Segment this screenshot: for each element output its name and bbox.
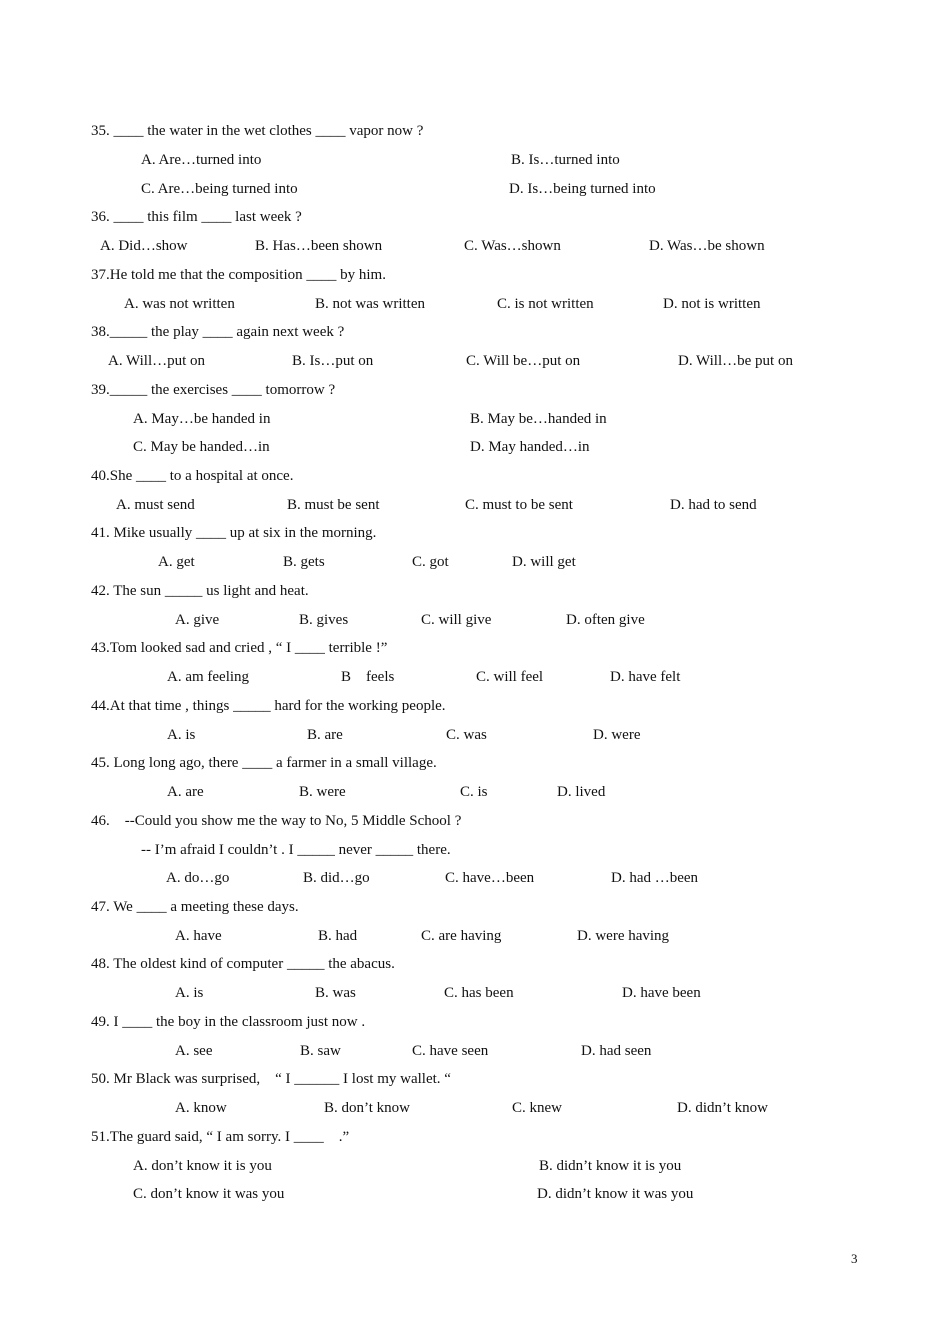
question-51-option-b: B. didn’t know it is you: [539, 1158, 682, 1174]
question-46-option-d: D. had …been: [611, 870, 699, 886]
question-42-option-d: D. often give: [566, 612, 645, 628]
question-37-option-a: A. was not written: [124, 296, 235, 312]
question-41-option-a: A. get: [158, 554, 195, 570]
question-40-option-b: B. must be sent: [287, 497, 380, 513]
question-42-option-b: B. gives: [299, 612, 349, 628]
question-35-option-d: D. Is…being turned into: [509, 181, 656, 197]
question-40-option-a: A. must send: [116, 497, 195, 513]
question-41-option-b: B. gets: [283, 554, 325, 570]
question-38-option-c: C. Will be…put on: [466, 353, 581, 369]
question-39-option-b: B. May be…handed in: [470, 411, 607, 427]
question-36-option-a: A. Did…show: [100, 238, 188, 254]
question-49-option-d: D. had seen: [581, 1043, 652, 1059]
question-36-option-b: B. Has…been shown: [255, 238, 383, 254]
question-47-option-d: D. were having: [577, 928, 670, 944]
question-50-stem: 50. Mr Black was surprised, “ I ______ I lost my wallet. “: [91, 1071, 451, 1087]
question-37-option-d: D. not is written: [663, 296, 761, 312]
question-50-option-a: A. know: [175, 1100, 227, 1116]
question-35-option-a: A. Are…turned into: [141, 152, 262, 168]
question-39-stem: 39._____ the exercises ____ tomorrow ?: [91, 382, 336, 398]
question-48-option-b: B. was: [315, 985, 356, 1001]
question-48-option-c: C. has been: [444, 985, 514, 1001]
question-45-option-c: C. is: [460, 784, 488, 800]
question-36-option-d: D. Was…be shown: [649, 238, 765, 254]
question-49-stem: 49. I ____ the boy in the classroom just now .: [91, 1014, 366, 1030]
question-44-option-b: B. are: [307, 727, 343, 743]
question-42-stem: 42. The sun _____ us light and heat.: [91, 583, 309, 599]
question-51-option-a: A. don’t know it is you: [133, 1158, 272, 1174]
question-37-option-c: C. is not written: [497, 296, 594, 312]
question-35-stem: 35. ____ the water in the wet clothes ____ vapor now ?: [91, 123, 424, 139]
question-47-option-b: B. had: [318, 928, 358, 944]
question-50-option-b: B. don’t know: [324, 1100, 410, 1116]
question-37-stem: 37.He told me that the composition ____ by him.: [91, 267, 386, 283]
question-40-option-c: C. must to be sent: [465, 497, 573, 513]
question-51-option-d: D. didn’t know it was you: [537, 1186, 694, 1202]
question-50-option-d: D. didn’t know: [677, 1100, 768, 1116]
question-46-option-b: B. did…go: [303, 870, 370, 886]
question-46-stem-reply: -- I’m afraid I couldn’t . I _____ never _____ there.: [141, 842, 451, 858]
question-46-option-c: C. have…been: [445, 870, 535, 886]
page-number: 3: [851, 1251, 858, 1266]
question-38-option-d: D. Will…be put on: [678, 353, 793, 369]
question-44-stem: 44.At that time , things _____ hard for the working people.: [91, 698, 446, 714]
question-35-option-c: C. Are…being turned into: [141, 181, 298, 197]
question-45-option-d: D. lived: [557, 784, 606, 800]
question-47-option-a: A. have: [175, 928, 222, 944]
question-42-option-a: A. give: [175, 612, 220, 628]
question-48-option-d: D. have been: [622, 985, 701, 1001]
question-43-option-a: A. am feeling: [167, 669, 250, 685]
question-43-option-b: B feels: [341, 669, 395, 685]
question-51-stem: 51.The guard said, “ I am sorry. I ____ .”: [91, 1129, 350, 1145]
question-42-option-c: C. will give: [421, 612, 492, 628]
question-41-option-c: C. got: [412, 554, 449, 570]
question-38-option-a: A. Will…put on: [108, 353, 206, 369]
question-38-option-b: B. Is…put on: [292, 353, 374, 369]
question-43-stem: 43.Tom looked sad and cried , “ I ____ terrible !”: [91, 640, 388, 656]
question-39-option-c: C. May be handed…in: [133, 439, 270, 455]
question-39-option-a: A. May…be handed in: [133, 411, 271, 427]
question-35-option-b: B. Is…turned into: [511, 152, 620, 168]
question-49-option-c: C. have seen: [412, 1043, 489, 1059]
question-44-option-d: D. were: [593, 727, 641, 743]
question-44-option-a: A. is: [167, 727, 196, 743]
question-48-stem: 48. The oldest kind of computer _____ the abacus.: [91, 956, 395, 972]
question-49-option-a: A. see: [175, 1043, 213, 1059]
question-45-stem: 45. Long long ago, there ____ a farmer in a small village.: [91, 755, 437, 771]
question-47-option-c: C. are having: [421, 928, 502, 944]
question-51-option-c: C. don’t know it was you: [133, 1186, 285, 1202]
question-39-option-d: D. May handed…in: [470, 439, 590, 455]
question-40-option-d: D. had to send: [670, 497, 757, 513]
question-40-stem: 40.She ____ to a hospital at once.: [91, 468, 294, 484]
question-50-option-c: C. knew: [512, 1100, 562, 1116]
question-37-option-b: B. not was written: [315, 296, 425, 312]
question-43-option-d: D. have felt: [610, 669, 681, 685]
question-49-option-b: B. saw: [300, 1043, 341, 1059]
question-44-option-c: C. was: [446, 727, 487, 743]
question-46-stem: 46. --Could you show me the way to No, 5 Middle School ?: [91, 813, 462, 829]
question-38-stem: 38._____ the play ____ again next week ?: [91, 324, 345, 340]
question-36-stem: 36. ____ this film ____ last week ?: [91, 209, 302, 225]
question-47-stem: 47. We ____ a meeting these days.: [91, 899, 299, 915]
question-46-option-a: A. do…go: [166, 870, 230, 886]
question-36-option-c: C. Was…shown: [464, 238, 561, 254]
question-41-option-d: D. will get: [512, 554, 576, 570]
question-45-option-b: B. were: [299, 784, 346, 800]
question-48-option-a: A. is: [175, 985, 204, 1001]
question-43-option-c: C. will feel: [476, 669, 544, 685]
question-41-stem: 41. Mike usually ____ up at six in the morning.: [91, 525, 377, 541]
question-45-option-a: A. are: [167, 784, 204, 800]
